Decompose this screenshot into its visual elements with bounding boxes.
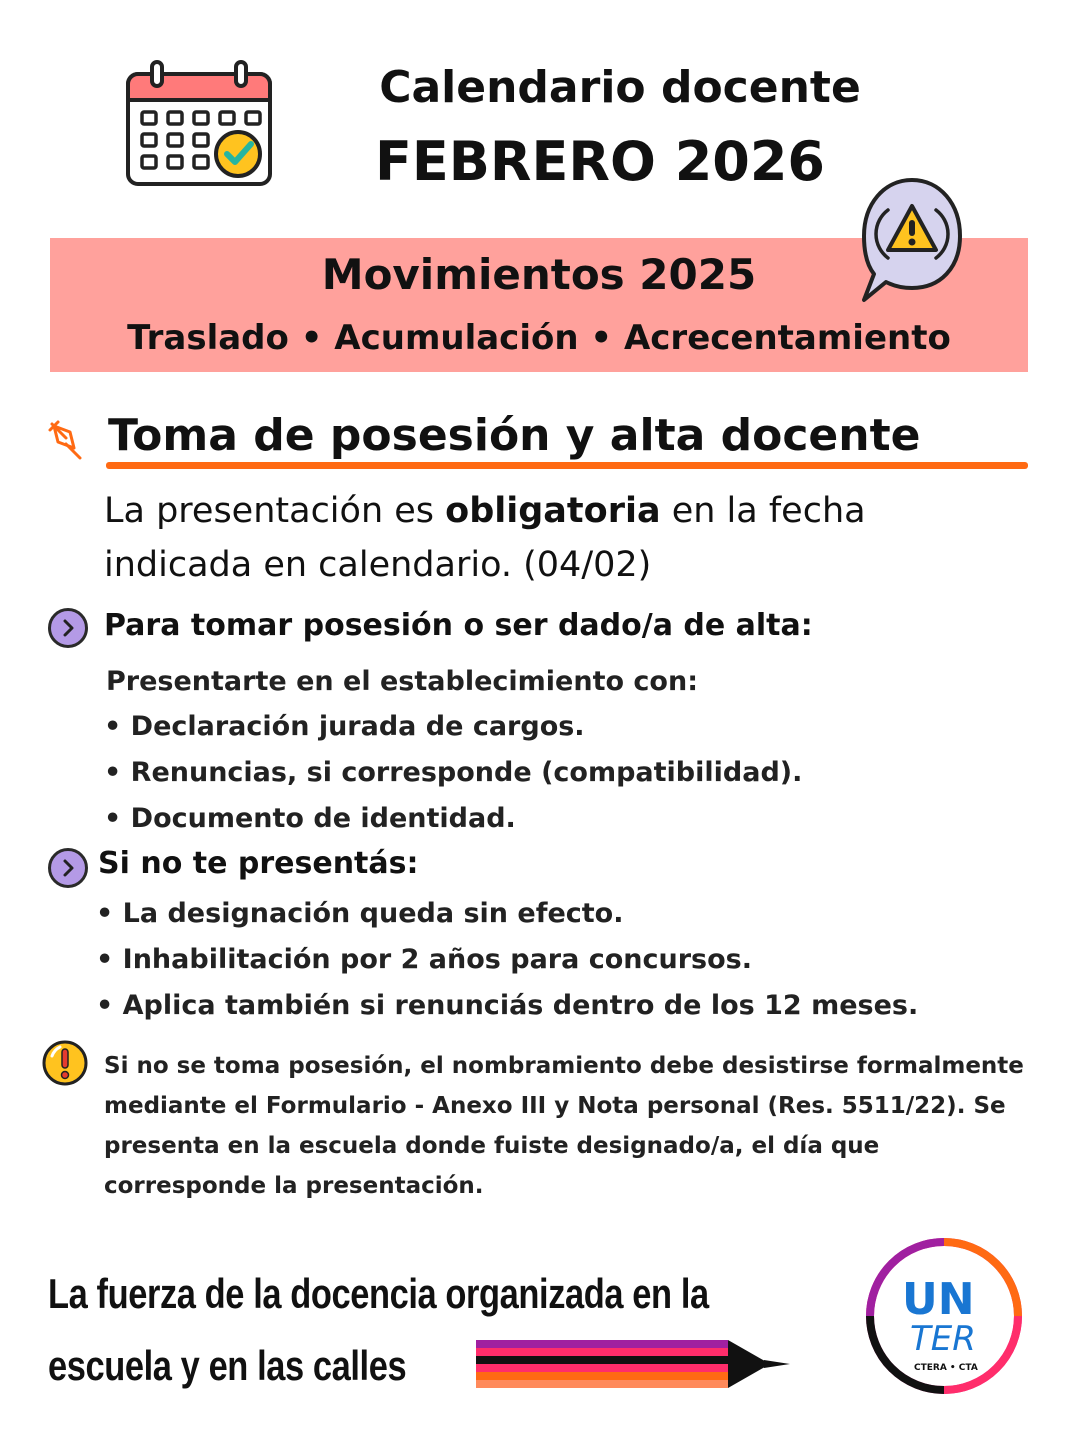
slogan-line-1: La fuerza de la docencia organizada en la [48,1270,709,1317]
intro-emphasis: obligatoria [445,491,661,531]
desist-note: Si no se toma posesión, el nombramiento debe desistirse formalmente mediante el Formulario - Anexo III y Nota personal (Res. 5511/22). Se presenta en la escuela donde fuiste designado/a, el día que corresponde la presentación. [104,1053,1024,1199]
logo-bottom-text: TER [910,1319,976,1359]
unter-logo [864,1236,1024,1396]
logo-caption: CTERA • CTA [914,1363,978,1373]
consequences-heading: Si no te presentás: [98,846,419,881]
exclamation-icon [40,1038,90,1088]
banner-title: Movimientos 2025 [321,250,757,299]
list-item: • Declaración jurada de cargos. [104,711,585,742]
section-heading: Toma de posesión y alta docente [108,410,921,461]
warning-bubble-icon [858,176,966,304]
intro-text-end: en la fecha indicada en calendario. (04/02) [104,491,866,585]
list-item: • Renuncias, si corresponde (compatibilidad). [104,757,803,788]
chevron-right-icon [48,848,88,888]
banner-subtitle: Traslado • Acumulación • Acrecentamiento [127,318,951,358]
list-item: • Aplica también si renunciás dentro de los 12 meses. [96,990,919,1021]
pencil-icon [474,1336,794,1394]
slogan-line-2: escuela y en las calles [48,1342,407,1389]
intro-paragraph [104,484,1024,592]
requirements-lead: Presentarte en el establecimiento con: [106,666,698,697]
heading-underline [106,462,1028,469]
list-item: • Documento de identidad. [104,803,516,834]
chevron-right-icon [48,608,88,648]
logo-top-text: UN [902,1274,975,1325]
page-title: Calendario docente [379,62,861,113]
list-item: • Inhabilitación por 2 años para concursos. [96,944,753,975]
pushpin-icon [44,418,86,460]
page-month: FEBRERO 2026 [375,130,825,193]
intro-text-start: La presentación es [104,491,446,531]
requirements-heading: Para tomar posesión o ser dado/a de alta: [104,608,813,643]
calendar-check-icon [124,60,274,188]
list-item: • La designación queda sin efecto. [96,898,624,929]
